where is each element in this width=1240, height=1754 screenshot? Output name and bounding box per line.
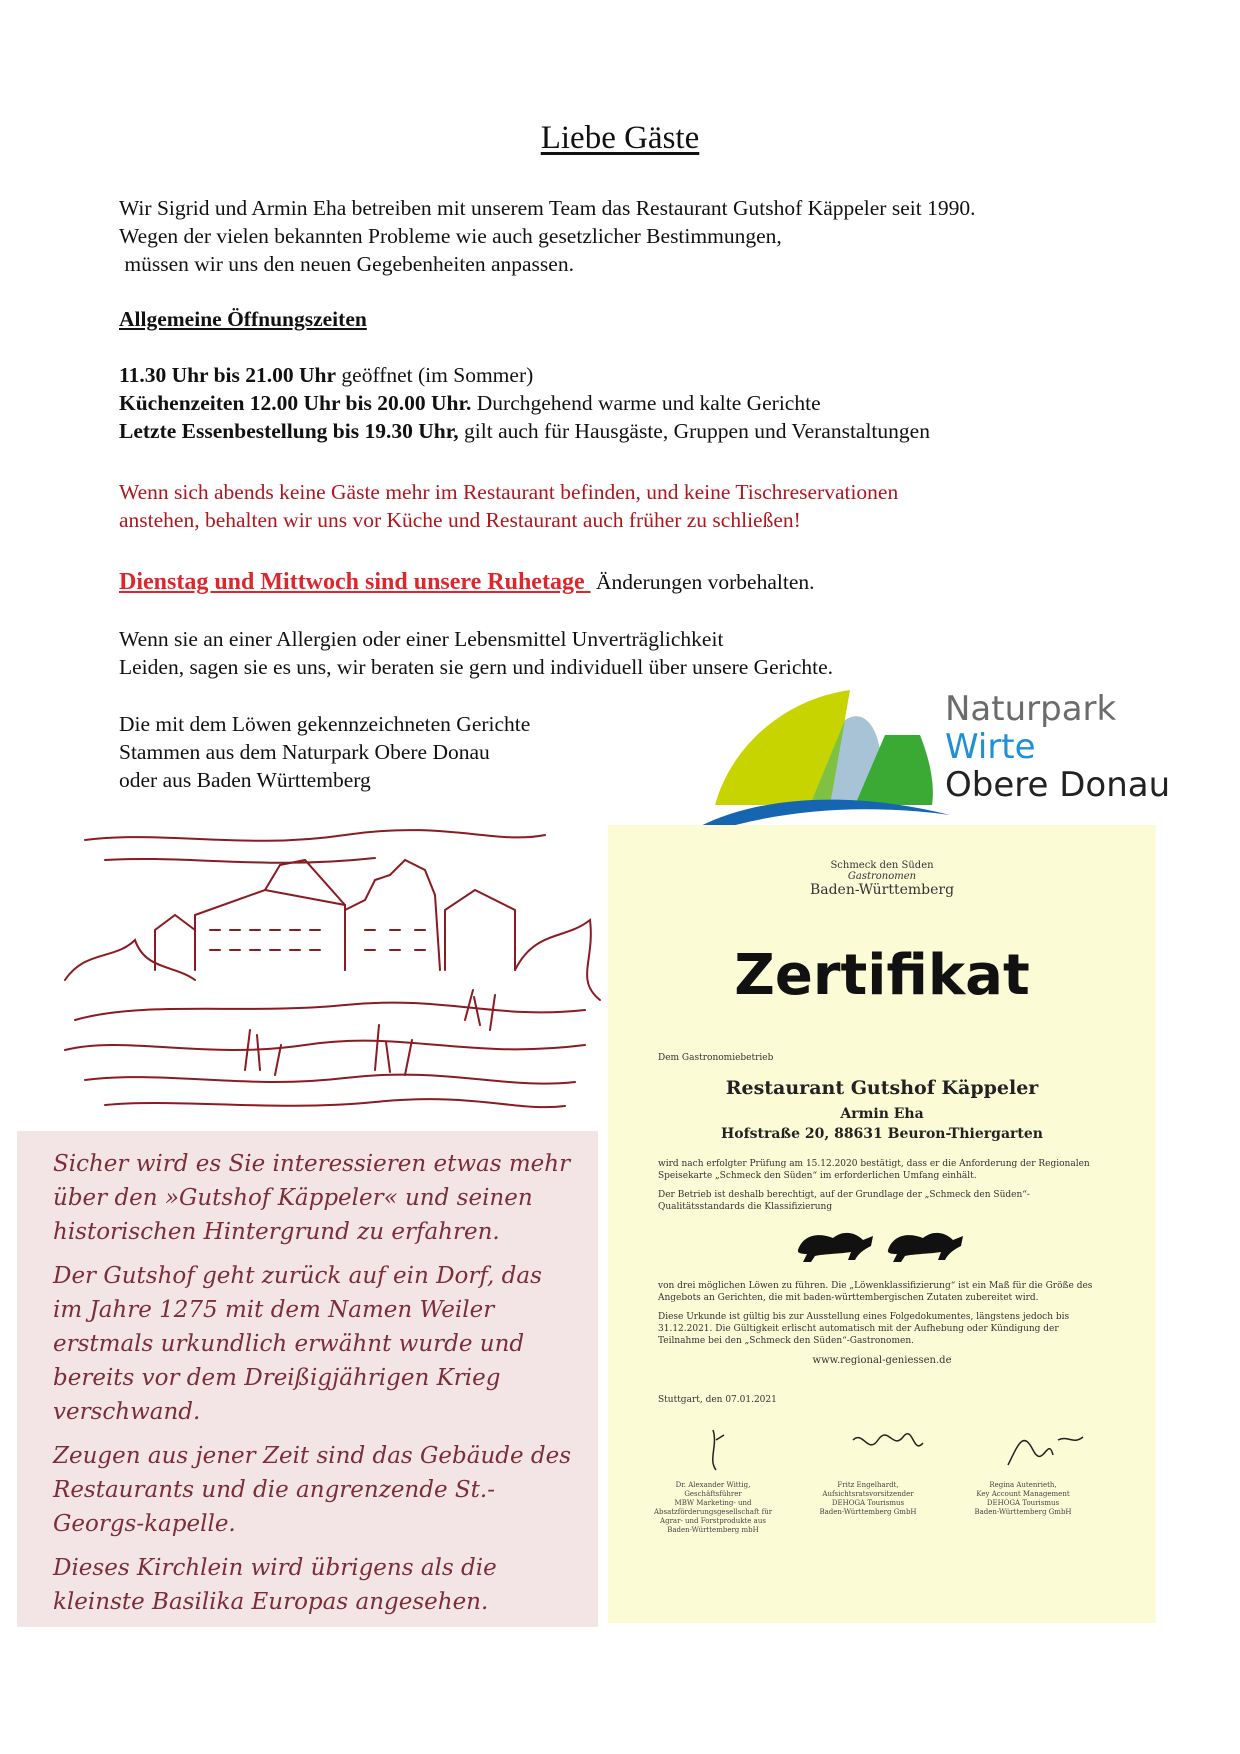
cert-brand-line: Gastronomen: [847, 871, 917, 882]
history-paragraph: Dieses Kirchlein wird übrigens als die kleinste Basilika Europas angesehen.: [53, 1555, 497, 1615]
cert-brand-line: Baden-Württemberg: [809, 882, 955, 898]
history-paragraph: Zeugen aus jener Zeit sind das Gebäude des Restaurants und die angrenzende St.-Georgs-kapelle.: [53, 1443, 572, 1537]
cert-text-2: Der Betrieb ist deshalb berechtigt, auf der Grundlage der „Schmeck den Süden“-Qualitätsstandards die Klassifizierung: [658, 1190, 1030, 1212]
kitchen-note: Durchgehend warme und kalte Gerichte: [471, 391, 821, 415]
cert-brand-line: Schmeck den Süden: [830, 860, 934, 871]
signer-line: Fritz Engelhardt,: [837, 1481, 899, 1489]
lion-note-line: Die mit dem Löwen gekennzeichneten Gerichte: [119, 712, 531, 736]
last-order-time: Letzte Essenbestellung bis 19.30 Uhr,: [119, 419, 459, 443]
rest-days-label: Dienstag und Mittwoch sind unsere Ruhetage: [119, 569, 591, 595]
hours-time: 11.30 Uhr bis 21.00 Uhr: [119, 363, 337, 387]
signer-line: Baden-Württemberg GmbH: [819, 1508, 917, 1516]
cert-signer-3: [958, 1481, 1088, 1517]
signer-line: Aufsichtsratsvorsitzender: [822, 1490, 914, 1498]
signature-mark: [1008, 1437, 1083, 1465]
signer-line: Agrar- und Forstprodukte aus: [660, 1517, 766, 1525]
cert-intro: Dem Gastronomiebetrieb: [658, 1053, 774, 1063]
history-card: [17, 1131, 598, 1627]
signature-mark: [853, 1434, 923, 1446]
signer-line: Geschäftsführer: [684, 1490, 742, 1498]
signer-line: Dr. Alexander Wittig,: [675, 1481, 751, 1489]
cert-website: www.regional-geniessen.de: [812, 1355, 952, 1366]
allergy-line: Leiden, sagen sie es uns, wir beraten sie gern und individuell über unsere Gerichte.: [119, 655, 834, 679]
lion-classification-icons: [793, 1220, 973, 1265]
page-title: Liebe Gäste: [540, 120, 700, 156]
notice-line: Wenn sich abends keine Gäste mehr im Restaurant befinden, und keine Tischreservationen: [119, 480, 899, 504]
signer-line: Key Account Management: [976, 1490, 1070, 1498]
lion-icon: [798, 1233, 873, 1262]
signer-line: DEHOGA Tourismus: [831, 1499, 905, 1507]
lion-icon: [888, 1233, 963, 1262]
intro-line: müssen wir uns den neuen Gegebenheiten anpassen.: [119, 252, 574, 276]
gutshof-sketch-illustration: [45, 820, 605, 1120]
cert-signer-2: [803, 1481, 933, 1517]
cert-signatures: [658, 1425, 1118, 1475]
history-paragraph: Der Gutshof geht zurück auf ein Dorf, das im Jahre 1275 mit dem Namen Weiler erstmals urkundlich erwähnt wurde und bereits vor dem Dreißigjährigen Krieg verschwand.: [53, 1263, 542, 1425]
last-order-note: gilt auch für Hausgäste, Gruppen und Veranstaltungen: [458, 419, 930, 443]
intro-line: Wegen der vielen bekannten Probleme wie auch gesetzlicher Bestimmungen,: [119, 224, 782, 248]
opening-hours-heading: Allgemeine Öffnungszeiten: [119, 307, 367, 331]
signer-line: Baden-Württemberg GmbH: [974, 1508, 1072, 1516]
zertifikat-document: [608, 825, 1156, 1623]
intro-paragraph: [119, 194, 975, 278]
kitchen-time: Küchenzeiten 12.00 Uhr bis 20.00 Uhr.: [119, 391, 472, 415]
lion-note: [119, 710, 530, 794]
lion-note-line: oder aus Baden Württemberg: [119, 768, 371, 792]
cert-text-3: von drei möglichen Löwen zu führen. Die „Löwenklassifizierung“ ist ein Maß für die Größe des Angebots an Gerichten, die mit baden-württembergischen Zutaten zubereitet wird.: [658, 1281, 1093, 1303]
cert-signer-1: [648, 1481, 778, 1535]
signature-mark: [713, 1430, 724, 1470]
signer-line: DEHOGA Tourismus: [986, 1499, 1060, 1507]
signer-line: Regina Autenrieth,: [989, 1481, 1057, 1489]
cert-title: Zertifikat: [734, 943, 1030, 1008]
cert-owner: Armin Eha: [840, 1106, 924, 1122]
hours-line: [119, 361, 930, 389]
naturpark-text: Naturpark: [945, 689, 1117, 729]
lion-note-line: Stammen aus dem Naturpark Obere Donau: [119, 740, 490, 764]
notice-line: anstehen, behalten wir uns vor Küche und Restaurant auch früher zu schließen!: [119, 508, 801, 532]
cert-restaurant-name: Restaurant Gutshof Käppeler: [725, 1077, 1039, 1099]
cert-address: Hofstraße 20, 88631 Beuron-Thiergarten: [721, 1126, 1043, 1142]
closing-notice: [119, 478, 898, 534]
history-paragraph: Sicher wird es Sie interessieren etwas mehr über den »Gutshof Käppeler« und seinen historischen Hintergrund zu erfahren.: [53, 1151, 571, 1245]
rest-days-line: [119, 568, 815, 596]
signer-line: Absatzförderungsgesellschaft für: [653, 1508, 773, 1516]
hours-note: geöffnet (im Sommer): [336, 363, 534, 387]
signer-line: Baden-Württemberg mbH: [667, 1526, 759, 1534]
rest-days-note: Änderungen vorbehalten.: [590, 570, 815, 594]
wirte-text: Wirte: [945, 727, 1036, 767]
obere-donau-text: Obere Donau: [945, 765, 1171, 805]
hours-line: [119, 389, 930, 417]
allergy-line: Wenn sie an einer Allergien oder einer Lebensmittel Unverträglichkeit: [119, 627, 724, 651]
opening-hours-block: [119, 361, 930, 445]
hours-line: [119, 417, 930, 445]
allergy-paragraph: [119, 625, 833, 681]
cert-text-4: Diese Urkunde ist gültig bis zur Ausstellung eines Folgedokumentes, längstens jedoch bis 31.12.2021. Die Gültigkeit erlischt automatisch mit der Aufhebung oder Kündigung der Teilnahme bei den „Schmeck den Süden“-Gastronomen.: [658, 1312, 1070, 1346]
intro-line: Wir Sigrid und Armin Eha betreiben mit unserem Team das Restaurant Gutshof Käppeler seit 1990.: [119, 196, 976, 220]
cert-text-1: wird nach erfolgter Prüfung am 15.12.2020 bestätigt, dass er die Anforderung der Regionalen Speisekarte „Schmeck den Süden“ im erforderlichen Umfang einhält.: [658, 1159, 1090, 1181]
cert-place-date: Stuttgart, den 07.01.2021: [658, 1395, 777, 1405]
signer-line: MBW Marketing- und: [674, 1499, 752, 1507]
